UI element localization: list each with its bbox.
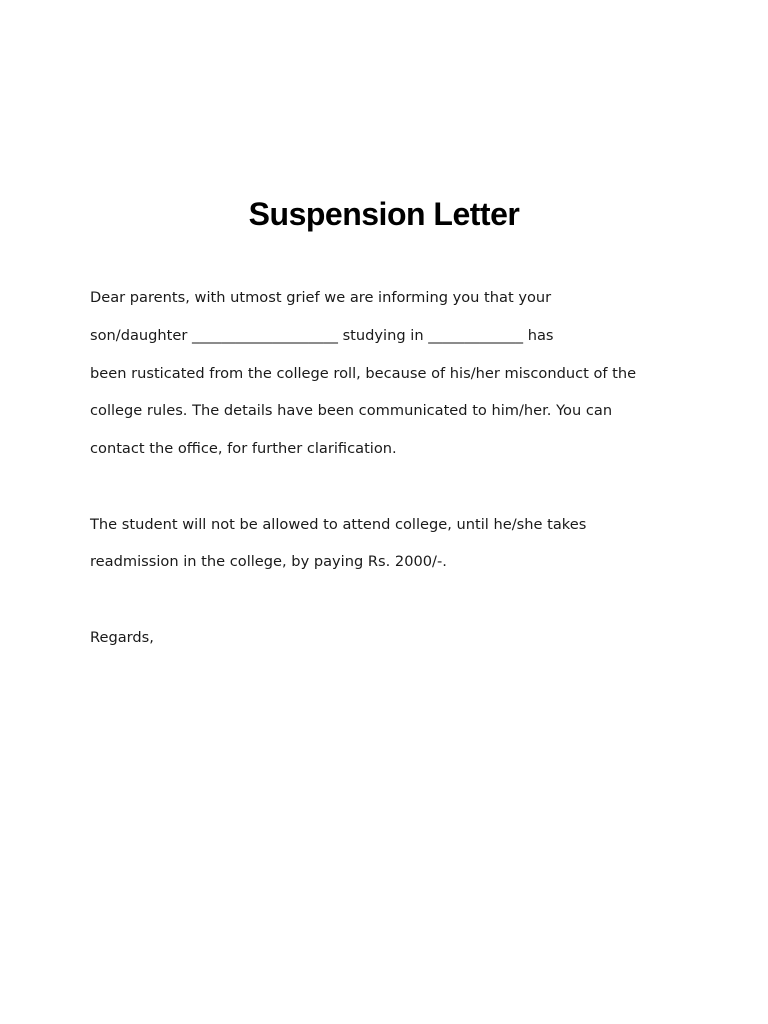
paragraph1-line5: contact the office, for further clarification. xyxy=(90,440,397,457)
paragraph2-line1: The student will not be allowed to attend college, until he/she takes xyxy=(90,516,587,533)
closing-text: Regards, xyxy=(90,629,154,646)
letter-title: Suspension Letter xyxy=(248,196,520,232)
paragraph1-line4: college rules. The details have been communicated to him/her. You can xyxy=(90,402,613,419)
paragraph2-line2: readmission in the college, by paying Rs. 2000/-. xyxy=(90,553,447,570)
paragraph1-line1: Dear parents, with utmost grief we are informing you that your xyxy=(90,289,552,306)
paragraph1-line2: son/daughter ____________________ studying in _____________ has xyxy=(90,327,554,344)
paragraph1-line3: been rusticated from the college roll, because of his/her misconduct of the xyxy=(90,365,637,382)
